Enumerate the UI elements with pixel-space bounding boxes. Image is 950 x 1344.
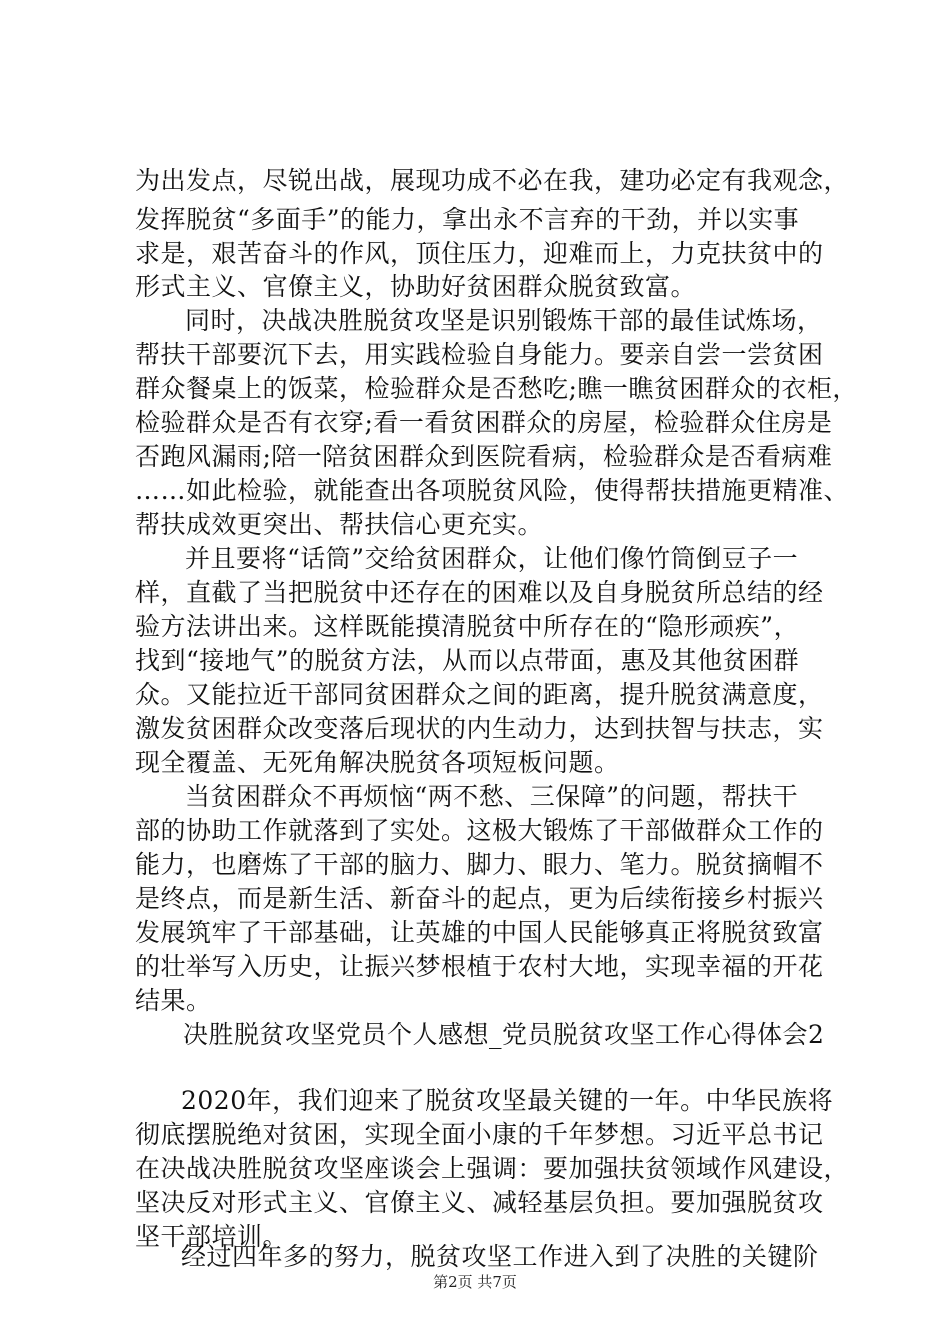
section-heading: 决胜脱贫攻坚党员个人感想_党员脱贫攻坚工作心得体会2 (183, 1020, 825, 1049)
text-line: 发挥脱贫“多面手”的能力，拿出永不言弃的干劲，并以实事 (135, 205, 800, 234)
text-line: 能力，也磨炼了干部的脑力、脚力、眼力、笔力。脱贫摘帽不 (135, 850, 824, 879)
text-line: 结果。 (135, 986, 212, 1015)
text-line: 群众餐桌上的饭菜，检验群众是否愁吃;瞧一瞧贫困群众的衣柜， (135, 374, 858, 403)
text-line: 帮扶干部要沉下去，用实践检验自身能力。要亲自尝一尝贫困 (135, 340, 824, 369)
text-line: 求是，艰苦奋斗的作风，顶住压力，迎难而上，力克扶贫中的 (135, 239, 824, 268)
text-line: 帮扶成效更突出、帮扶信心更充实。 (135, 510, 544, 539)
paragraph-start-line: 2020年，我们迎来了脱贫攻坚最关键的一年。中华民族将 (181, 1086, 834, 1115)
text-line: 是终点，而是新生活、新奋斗的起点，更为后续衔接乡村振兴 (135, 884, 824, 913)
text-line: 的壮举写入历史，让振兴梦根植于农村大地，实现幸福的开花 (135, 952, 824, 981)
final-line: 经过四年多的努力，脱贫攻坚工作进入到了决胜的关键阶 (181, 1242, 819, 1271)
text-line: 激发贫困群众改变落后现状的内生动力，达到扶智与扶志，实 (135, 714, 824, 743)
page-footer (0, 1271, 950, 1292)
text-line: 部的协助工作就落到了实处。这极大锻炼了干部做群众工作的 (135, 816, 824, 845)
text-line: 找到“接地气”的脱贫方法，从而以点带面，惠及其他贫困群 (135, 646, 800, 675)
text-line: 形式主义、官僚主义，协助好贫困群众脱贫致富。 (135, 272, 697, 301)
text-line: 检验群众是否有衣穿;看一看贫困群众的房屋，检验群众住房是 (135, 408, 833, 437)
text-line: 在决战决胜脱贫攻坚座谈会上强调：要加强扶贫领域作风建设， (135, 1154, 850, 1183)
text-line: 坚决反对形式主义、官僚主义、减轻基层负担。要加强脱贫攻 (135, 1188, 824, 1217)
paragraph-start-line: 当贫困群众不再烦恼“两不愁、三保障”的问题，帮扶干 (185, 782, 799, 811)
text-line: 现全覆盖、无死角解决脱贫各项短板问题。 (135, 748, 620, 777)
text-line: 彻底摆脱绝对贫困，实现全面小康的千年梦想。习近平总书记 (135, 1120, 824, 1149)
text-line: 样，直截了当把脱贫中还存在的困难以及自身脱贫所总结的经 (135, 578, 824, 607)
text-line: 坚干部培训。 (135, 1222, 289, 1251)
text-line: ……如此检验，就能查出各项脱贫风险，使得帮扶措施更精准、 (135, 476, 850, 505)
text-line: 验方法讲出来。这样既能摸清脱贫中所存在的“隐形顽疾”， (135, 612, 800, 641)
page-number-label: 第2页 共7页 (433, 1273, 517, 1291)
text-line: 为出发点，尽锐出战，展现功成不必在我，建功必定有我观念， (135, 166, 850, 195)
paragraph-start-line: 并且要将“话筒”交给贫困群众，让他们像竹筒倒豆子一 (185, 544, 799, 573)
text-line: 否跑风漏雨;陪一陪贫困群众到医院看病，检验群众是否看病难 (135, 442, 833, 471)
text-line: 发展筑牢了干部基础，让英雄的中国人民能够真正将脱贫致富 (135, 918, 824, 947)
text-line: 众。又能拉近干部同贫困群众之间的距离，提升脱贫满意度， (135, 680, 824, 709)
paragraph-start-line: 同时，决战决胜脱贫攻坚是识别锻炼干部的最佳试炼场， (185, 306, 823, 335)
